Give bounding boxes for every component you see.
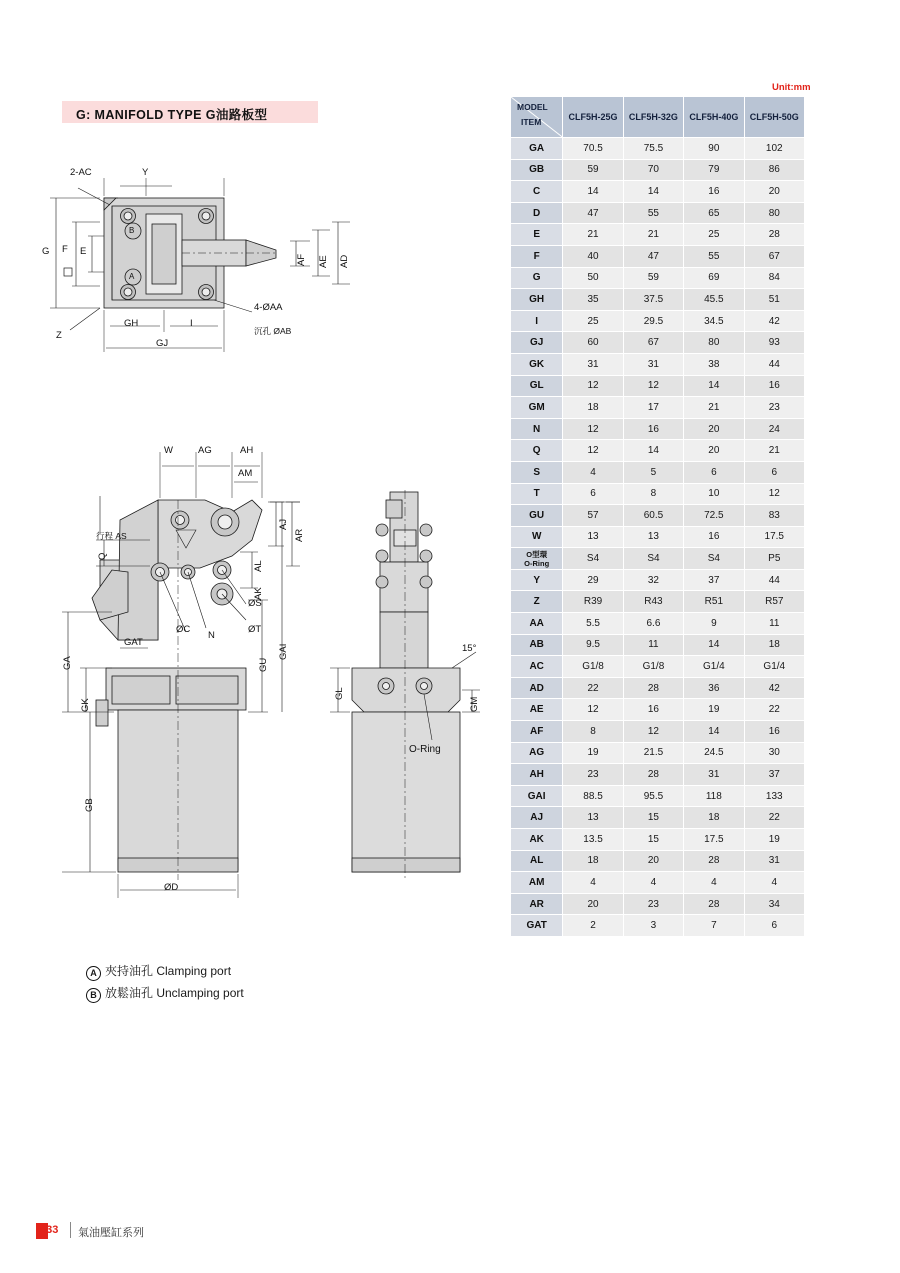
- table-cell: 31: [563, 353, 623, 375]
- table-cell: 4: [563, 872, 623, 894]
- table-cell: 16: [744, 721, 804, 743]
- table-row-header: GK: [511, 353, 563, 375]
- table-cell: 4: [684, 872, 744, 894]
- table-row: [511, 850, 805, 872]
- table-cell: 59: [623, 267, 683, 289]
- table-row-header: AM: [511, 872, 563, 894]
- table-cell: 47: [623, 245, 683, 267]
- table-cell: 21: [623, 224, 683, 246]
- table-cell: 15: [623, 829, 683, 851]
- table-row-header: AC: [511, 656, 563, 678]
- table-cell: 16: [744, 375, 804, 397]
- table-cell: 37: [684, 569, 744, 591]
- table-cell: 23: [563, 764, 623, 786]
- dim-z: Z: [56, 330, 62, 341]
- table-row: [511, 548, 805, 570]
- table-cell: 37: [744, 764, 804, 786]
- dim-ag: AG: [198, 445, 212, 456]
- table-cell: 17: [623, 397, 683, 419]
- table-cell: 95.5: [623, 785, 683, 807]
- table-cell: 11: [744, 613, 804, 635]
- table-cell: 36: [684, 677, 744, 699]
- table-cell: 16: [684, 181, 744, 203]
- table-cell: 55: [623, 202, 683, 224]
- table-cell: 38: [684, 353, 744, 375]
- table-cell: 55: [684, 245, 744, 267]
- table-cell: 6: [563, 483, 623, 505]
- table-cell: 18: [563, 850, 623, 872]
- dim-ae: AE: [318, 255, 329, 268]
- table-cell: 42: [744, 310, 804, 332]
- table-row-header: AB: [511, 634, 563, 656]
- table-cell: 29: [563, 569, 623, 591]
- legend: [86, 960, 244, 1004]
- table-row: [511, 872, 805, 894]
- table-cell: R57: [744, 591, 804, 613]
- dim-oc: ØC: [176, 624, 191, 635]
- table-cell: 31: [744, 850, 804, 872]
- table-row-header: GA: [511, 138, 563, 160]
- table-cell: 6.6: [623, 613, 683, 635]
- dim-ak: AK: [253, 587, 264, 600]
- table-row-header: I: [511, 310, 563, 332]
- table-cell: S4: [563, 548, 623, 570]
- table-row-header: GJ: [511, 332, 563, 354]
- dim-angle-15: 15°: [462, 643, 477, 654]
- table-row: [511, 915, 805, 937]
- table-cell: S4: [684, 548, 744, 570]
- table-cell: 19: [563, 742, 623, 764]
- table-row: [511, 461, 805, 483]
- legend-text-a: 夾持油孔 Clamping port: [105, 964, 232, 978]
- table-cell: 28: [744, 224, 804, 246]
- table-cell: 67: [744, 245, 804, 267]
- table-cell: G1/4: [684, 656, 744, 678]
- table-cell: 20: [744, 181, 804, 203]
- table-cell: R39: [563, 591, 623, 613]
- legend-text-b: 放鬆油孔 Unclamping port: [105, 986, 244, 1000]
- dim-od: ØD: [164, 882, 179, 893]
- table-row-header: GL: [511, 375, 563, 397]
- port-a-mark: A: [129, 272, 135, 281]
- table-row: [511, 526, 805, 548]
- table-cell: 18: [563, 397, 623, 419]
- table-cell: 4: [744, 872, 804, 894]
- table-row: [511, 483, 805, 505]
- dim-ga: GA: [62, 656, 73, 670]
- table-cell: R43: [623, 591, 683, 613]
- legend-mark-a: A: [86, 966, 101, 981]
- table-row: [511, 440, 805, 462]
- table-cell: 44: [744, 353, 804, 375]
- table-cell: 32: [623, 569, 683, 591]
- table-cell: 83: [744, 505, 804, 527]
- dim-gl: GL: [334, 687, 345, 700]
- table-cell: 16: [684, 526, 744, 548]
- table-row: [511, 677, 805, 699]
- dim-ot: ØT: [248, 624, 262, 635]
- table-cell: 12: [563, 418, 623, 440]
- table-cell: 11: [623, 634, 683, 656]
- page-number: 033: [40, 1224, 59, 1236]
- table-cell: 37.5: [623, 289, 683, 311]
- table-row: [511, 742, 805, 764]
- table-cell: 25: [563, 310, 623, 332]
- dim-g: G: [42, 246, 50, 257]
- table-row: [511, 505, 805, 527]
- table-row-header: GH: [511, 289, 563, 311]
- table-cell: 28: [623, 764, 683, 786]
- table-cell: 6: [684, 461, 744, 483]
- legend-item-clamping: [86, 960, 244, 982]
- dim-aj: AJ: [278, 518, 289, 530]
- table-cell: 2: [563, 915, 623, 937]
- table-cell: 23: [623, 893, 683, 915]
- dim-w: W: [164, 445, 173, 456]
- table-cell: 7: [684, 915, 744, 937]
- table-cell: 70.5: [563, 138, 623, 160]
- table-row-header: [511, 548, 563, 570]
- label-o-ring: O-Ring: [409, 744, 441, 755]
- table-cell: 69: [684, 267, 744, 289]
- table-row: [511, 418, 805, 440]
- dim-gb: GB: [84, 798, 95, 812]
- table-cell: 30: [744, 742, 804, 764]
- table-row-header: F: [511, 245, 563, 267]
- table-row: [511, 310, 805, 332]
- table-cell: 14: [684, 375, 744, 397]
- table-cell: 8: [563, 721, 623, 743]
- table-cell: 13: [563, 807, 623, 829]
- table-cell: 35: [563, 289, 623, 311]
- table-cell: 21: [684, 397, 744, 419]
- table-row-header: T: [511, 483, 563, 505]
- table-row-header: Y: [511, 569, 563, 591]
- table-cell: 28: [684, 850, 744, 872]
- table-body: [511, 138, 805, 937]
- table-row: [511, 699, 805, 721]
- table-cell: 34: [744, 893, 804, 915]
- table-cell: 42: [744, 677, 804, 699]
- table-cell: 28: [684, 893, 744, 915]
- table-cell: 5: [623, 461, 683, 483]
- table-cell: 31: [684, 764, 744, 786]
- technical-drawings: [0, 0, 510, 1100]
- table-cell: 44: [744, 569, 804, 591]
- table-cell: 79: [684, 159, 744, 181]
- dim-gm: GM: [469, 696, 480, 712]
- footer-series-label: 氣油壓缸系列: [78, 1227, 144, 1239]
- table-cell: 12: [563, 375, 623, 397]
- corner-item-label: ITEM: [521, 117, 542, 127]
- table-cell: 86: [744, 159, 804, 181]
- table-row: [511, 332, 805, 354]
- table-row-header: GM: [511, 397, 563, 419]
- table-row: [511, 591, 805, 613]
- table-cell: 8: [623, 483, 683, 505]
- legend-mark-b: B: [86, 988, 101, 1003]
- dim-gh: GH: [124, 318, 139, 329]
- table-cell: 18: [684, 807, 744, 829]
- unit-label: Unit:mm: [772, 82, 811, 93]
- table-row-header: GAT: [511, 915, 563, 937]
- table-row-header: AG: [511, 742, 563, 764]
- table-row: [511, 634, 805, 656]
- table-cell: 4: [623, 872, 683, 894]
- table-cell: 72.5: [684, 505, 744, 527]
- table-cell: 24: [744, 418, 804, 440]
- table-row: [511, 807, 805, 829]
- table-cell: 88.5: [563, 785, 623, 807]
- table-cell: 24.5: [684, 742, 744, 764]
- dim-af: AF: [296, 253, 307, 266]
- table-cell: 67: [623, 332, 683, 354]
- dim-q: Q: [97, 552, 108, 560]
- table-row-header: G: [511, 267, 563, 289]
- dim-gai: GAI: [278, 643, 289, 660]
- table-row: [511, 267, 805, 289]
- dim-counterbore: 沉孔 ØAB: [254, 326, 292, 336]
- dim-am: AM: [238, 468, 253, 479]
- dim-gk: GK: [80, 698, 91, 712]
- table-cell: 12: [744, 483, 804, 505]
- table-cell: 14: [684, 721, 744, 743]
- table-cell: 133: [744, 785, 804, 807]
- table-row-header: AK: [511, 829, 563, 851]
- table-row-header: E: [511, 224, 563, 246]
- table-row-header: AJ: [511, 807, 563, 829]
- table-cell: 50: [563, 267, 623, 289]
- table-row-header: Q: [511, 440, 563, 462]
- table-row: [511, 375, 805, 397]
- dim-ad: AD: [339, 254, 350, 268]
- table-cell: 14: [623, 181, 683, 203]
- table-cell: 4: [563, 461, 623, 483]
- table-cell: 14: [684, 634, 744, 656]
- dim-ah: AH: [240, 445, 254, 456]
- row-header-cn: O型環: [526, 549, 548, 559]
- table-cell: 84: [744, 267, 804, 289]
- dim-f: F: [62, 244, 68, 255]
- table-cell: 21: [563, 224, 623, 246]
- table-cell: 12: [563, 699, 623, 721]
- table-row: [511, 613, 805, 635]
- table-cell: 59: [563, 159, 623, 181]
- table-cell: 16: [623, 699, 683, 721]
- table-row: [511, 181, 805, 203]
- table-cell: S4: [623, 548, 683, 570]
- table-cell: 19: [684, 699, 744, 721]
- table-row: [511, 289, 805, 311]
- dim-2-ac: 2-AC: [70, 167, 92, 178]
- table-cell: 80: [684, 332, 744, 354]
- table-row-header: D: [511, 202, 563, 224]
- table-cell: 34.5: [684, 310, 744, 332]
- port-b-mark: B: [129, 226, 135, 235]
- table-cell: 12: [563, 440, 623, 462]
- table-cell: 19: [744, 829, 804, 851]
- table-row: [511, 785, 805, 807]
- table-cell: 51: [744, 289, 804, 311]
- table-cell: 20: [563, 893, 623, 915]
- dim-4-oaa: 4-ØAA: [254, 302, 283, 313]
- table-cell: 45.5: [684, 289, 744, 311]
- table-cell: 22: [744, 807, 804, 829]
- table-cell: 13: [623, 526, 683, 548]
- table-row: [511, 764, 805, 786]
- table-row: [511, 245, 805, 267]
- column-header-2: CLF5H-40G: [684, 97, 744, 138]
- table-cell: 40: [563, 245, 623, 267]
- table-cell: 20: [684, 418, 744, 440]
- dim-i: I: [190, 318, 193, 329]
- table-cell: 60.5: [623, 505, 683, 527]
- dim-gj: GJ: [156, 338, 169, 349]
- table-row-header: GU: [511, 505, 563, 527]
- table-row-header: AA: [511, 613, 563, 635]
- column-header-3: CLF5H-50G: [744, 97, 804, 138]
- table-cell: 25: [684, 224, 744, 246]
- table-cell: 17.5: [684, 829, 744, 851]
- table-row: [511, 202, 805, 224]
- dim-gu: GU: [258, 657, 269, 672]
- table-row: [511, 138, 805, 160]
- table-row-header: AL: [511, 850, 563, 872]
- table-row-header: AR: [511, 893, 563, 915]
- table-header-row: [511, 97, 805, 138]
- table-cell: 20: [684, 440, 744, 462]
- corner-model-label: MODEL: [517, 102, 548, 112]
- table-cell: 18: [744, 634, 804, 656]
- dim-e: E: [80, 246, 87, 257]
- table-cell: 12: [623, 721, 683, 743]
- table-cell: 9.5: [563, 634, 623, 656]
- table-cell: 10: [684, 483, 744, 505]
- table-cell: G1/4: [744, 656, 804, 678]
- table-row: [511, 159, 805, 181]
- section-title: G: MANIFOLD TYPE G油路板型: [76, 108, 268, 122]
- table-row-header: AH: [511, 764, 563, 786]
- table-cell: 13: [563, 526, 623, 548]
- table-cell: 47: [563, 202, 623, 224]
- dim-y: Y: [142, 167, 149, 178]
- table-cell: 102: [744, 138, 804, 160]
- table-row-header: AF: [511, 721, 563, 743]
- table-row-header: AD: [511, 677, 563, 699]
- column-header-0: CLF5H-25G: [563, 97, 623, 138]
- table-cell: 6: [744, 461, 804, 483]
- table-cell: 65: [684, 202, 744, 224]
- table-cell: 5.5: [563, 613, 623, 635]
- table-cell: 70: [623, 159, 683, 181]
- table-cell: 6: [744, 915, 804, 937]
- dim-al: AL: [253, 560, 264, 572]
- table-cell: 31: [623, 353, 683, 375]
- table-cell: 14: [623, 440, 683, 462]
- table-row: [511, 721, 805, 743]
- table-row-header: W: [511, 526, 563, 548]
- dim-n: N: [208, 630, 215, 641]
- table-row: [511, 397, 805, 419]
- table-cell: 23: [744, 397, 804, 419]
- table-cell: 3: [623, 915, 683, 937]
- table-row: [511, 893, 805, 915]
- table-cell: 118: [684, 785, 744, 807]
- table-row-header: Z: [511, 591, 563, 613]
- table-cell: 22: [744, 699, 804, 721]
- table-cell: G1/8: [623, 656, 683, 678]
- table-row: [511, 569, 805, 591]
- table-corner-header: [511, 97, 563, 138]
- table-row-header: S: [511, 461, 563, 483]
- dim-ar: AR: [294, 528, 305, 542]
- column-header-1: CLF5H-32G: [623, 97, 683, 138]
- table-cell: 22: [563, 677, 623, 699]
- footer-divider: [70, 1222, 71, 1238]
- table-cell: 21.5: [623, 742, 683, 764]
- table-cell: 9: [684, 613, 744, 635]
- table-cell: 15: [623, 807, 683, 829]
- dim-gat: GAT: [124, 637, 143, 648]
- table-cell: 16: [623, 418, 683, 440]
- table-cell: 75.5: [623, 138, 683, 160]
- table-cell: 57: [563, 505, 623, 527]
- table-row: [511, 224, 805, 246]
- table-cell: 13.5: [563, 829, 623, 851]
- dim-os: ØS: [248, 598, 262, 609]
- table-cell: 21: [744, 440, 804, 462]
- table-row: [511, 656, 805, 678]
- table-cell: 28: [623, 677, 683, 699]
- table-cell: R51: [684, 591, 744, 613]
- specification-table: [510, 96, 805, 937]
- table-cell: 14: [563, 181, 623, 203]
- table-cell: 90: [684, 138, 744, 160]
- table-row: [511, 829, 805, 851]
- table-cell: 17.5: [744, 526, 804, 548]
- table-row-header: AE: [511, 699, 563, 721]
- drawing-svg: [0, 0, 510, 1100]
- legend-item-unclamping: [86, 982, 244, 1004]
- dim-stroke-as: 行程 AS: [96, 531, 127, 541]
- table-row-header: GAI: [511, 785, 563, 807]
- table-cell: P5: [744, 548, 804, 570]
- table-cell: 60: [563, 332, 623, 354]
- table-row-header: N: [511, 418, 563, 440]
- table-cell: 12: [623, 375, 683, 397]
- table-row: [511, 353, 805, 375]
- table-row-header: C: [511, 181, 563, 203]
- table-cell: 93: [744, 332, 804, 354]
- table-cell: 80: [744, 202, 804, 224]
- table-row-header: GB: [511, 159, 563, 181]
- row-header-en: O-Ring: [524, 558, 550, 568]
- table-cell: G1/8: [563, 656, 623, 678]
- table-cell: 29.5: [623, 310, 683, 332]
- table-cell: 20: [623, 850, 683, 872]
